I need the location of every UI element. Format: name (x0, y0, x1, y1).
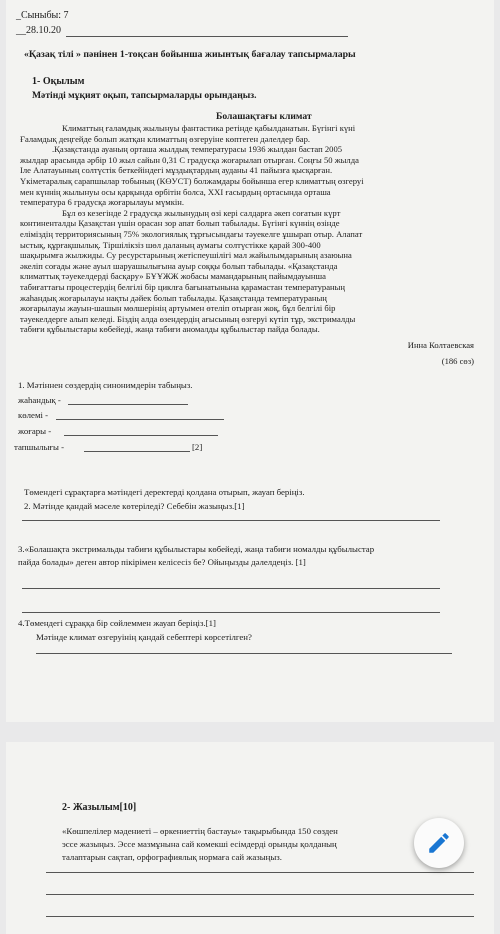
writing-prompt-line-3: талаптарын сақтап, орфографиялық нормаға сай жазыңыз. (62, 852, 282, 862)
task3-answer-line-2[interactable] (22, 612, 440, 613)
text-line: табиғи құбылыстары көбейеді, жаңа табиғи аномалды құбылыстар пайда болады. (20, 324, 320, 335)
text-line: еліміздің территориясының 75% экологиялық тұрғысындағы тәуекелге ұшырап отыр. Алапат (20, 228, 363, 239)
text-line: жаһандық жоғарылауы нақты дәйек болып табылады. Қазақстанда температураның (20, 292, 327, 303)
pencil-icon (426, 830, 452, 856)
task1-word-1: жаһандық - (18, 395, 61, 405)
text-word-count: (186 сөз) (441, 356, 474, 366)
writing-prompt-line-1: «Көшпелілер мәдениеті – өркениеттің бастауы» тақырыбында 150 сөзден (62, 826, 338, 836)
task3-line-1: 3.«Болашақта экстримальды табиғи құбылыстары көбейеді, жаңа табиғи номалды құбылыстар (18, 544, 375, 554)
section-writing-heading: 2- Жазылым[10] (62, 802, 137, 813)
task2-prompt: 2. Мәтінде қандай мәселе көтеріледі? Себебін жазыңыз.[1] (24, 501, 245, 511)
text-line: ыстық, құрғақшылық. Тіршілікзіз шөл даланың аумағы солтүстікке қарай 300-400 (20, 239, 321, 250)
task1-word-4: тапшылығы - (14, 442, 65, 452)
text-line: Бұл өз кезегінде 2 градусқа жылынудың өзі кері салдарға әкеп соғатын күрт (62, 207, 341, 218)
text-line: әкеліп соғады және ауыл шаруашылығына ауыр соққы болып табылады. «Қазақстанда (20, 260, 338, 271)
text-line: Ғаламдық деңгейде болып жатқан климаттың өзгеруіне көптеген дәлелдер бар. (20, 133, 311, 144)
worksheet-page-1 (6, 0, 494, 722)
task4-answer-line[interactable] (36, 653, 452, 654)
writing-answer-line-3[interactable] (46, 916, 474, 917)
text-line: Үкіметаралық сарапшылар тобының (КӨУСТ) болжамдары бойынша егер климаттың өзгеруі (20, 175, 364, 186)
text-line: континенталды Қазақстан үшін орасан зор апат болып табылады. Бүгінгі күннің өзінде (20, 218, 340, 229)
task1-prompt: 1. Мәтіннен сөздердің синонимдерін табыңыз. (18, 380, 193, 390)
task1-answer-line-4[interactable] (84, 451, 190, 452)
task3-answer-line-1[interactable] (22, 588, 440, 589)
text-line: климаттық тәуекелдерді басқару» БҰҰЖЖ жобасы мамандарының пайымдауынша (20, 271, 326, 282)
task3-line-2: пайда болады» деген автор пікірімен келісесіз бе? Ойыңызды дәлелдеңіз. [1] (18, 557, 306, 567)
text-line: жылдар арасында әрбір 10 жыл сайын 0,31 С градусқа жоғарылап отырған. Соңғы 50 жылда (20, 154, 359, 165)
task4-line-1: 4.Төмендегі сұраққа бір сөйлеммен жауап беріңіз.[1] (18, 618, 216, 628)
date-underline (66, 36, 348, 37)
text-title: Болашақтағы климат (216, 111, 312, 122)
worksheet-title: «Қазақ тілі » пәнінен 1-тоқсан бойынша жиынтық бағалау тапсырмалары (24, 49, 356, 60)
class-line: _Сыныбы: 7 (16, 10, 69, 21)
task4-line-2: Мәтінде климат өзгеруінің қандай себептері көрсетілген? (36, 632, 252, 642)
reading-text (20, 123, 474, 335)
date-line: __28.10.20 (16, 25, 61, 36)
text-line: мен күннің жылынуы осы қарқында өрбітін болса, XXI ғасырдың ортасында орташа (20, 186, 331, 197)
task1-word-2: көлемі - (18, 410, 49, 420)
text-line: тәуекелдерге алып келеді. Біздің алда өзендердің ағысының өзгеруі күтіп тұр, экстрималды (20, 313, 356, 324)
text-line: температура 6 градусқа жоғарылауы мүмкін. (20, 197, 185, 208)
task2-answer-line[interactable] (22, 520, 440, 521)
text-line: шақырымға жылжиды. Су ресурстарының жетіспеушілігі мал жайылымдарының азаюына (20, 250, 352, 261)
task1-points: [2] (192, 442, 203, 452)
task2-intro: Төмендегі сұрақтарға мәтіндегі деректерді қолдана отырып, жауап беріңіз. (24, 487, 305, 497)
task1-answer-line-1[interactable] (68, 404, 188, 405)
text-line: табиғаттағы процестердің белгілі бір циклға бағынатынына қарамастан температураның (20, 281, 345, 292)
writing-answer-line-1[interactable] (46, 872, 474, 873)
writing-prompt-line-2: эссе жазыңыз. Эссе мазмұнына сай көмекші есімдерді орынды қолданың (62, 839, 337, 849)
section-reading-heading: 1- Оқылым (32, 76, 85, 87)
task1-word-3: жоғары - (18, 426, 52, 436)
task1-answer-line-2[interactable] (56, 419, 224, 420)
text-line: Климаттың ғаламдық жылынуы фантастика ретінде қабылданатын. Бүгінгі күні (62, 123, 356, 133)
text-line: жоғарылауы жауын-шашын мөлшерінің артуымен өтеліп отырған жоқ, бұл белгілі бір (20, 303, 336, 314)
text-line: Іле Алатауының солтүстік беткейіндегі мұздықтардың ауданы 41 пайызға қысқарған. (20, 165, 333, 176)
reading-instruction: Мәтінді мұқият оқып, тапсырмаларды орындаңыз. (32, 90, 257, 101)
writing-answer-line-2[interactable] (46, 894, 474, 895)
text-author: Инна Колтаевская (407, 340, 474, 350)
task1-answer-line-3[interactable] (64, 435, 218, 436)
edit-button[interactable] (414, 818, 464, 868)
text-line: .Қазақстанда ауаның орташа жылдық температурасы 1936 жылдан бастап 2005 (52, 144, 343, 155)
